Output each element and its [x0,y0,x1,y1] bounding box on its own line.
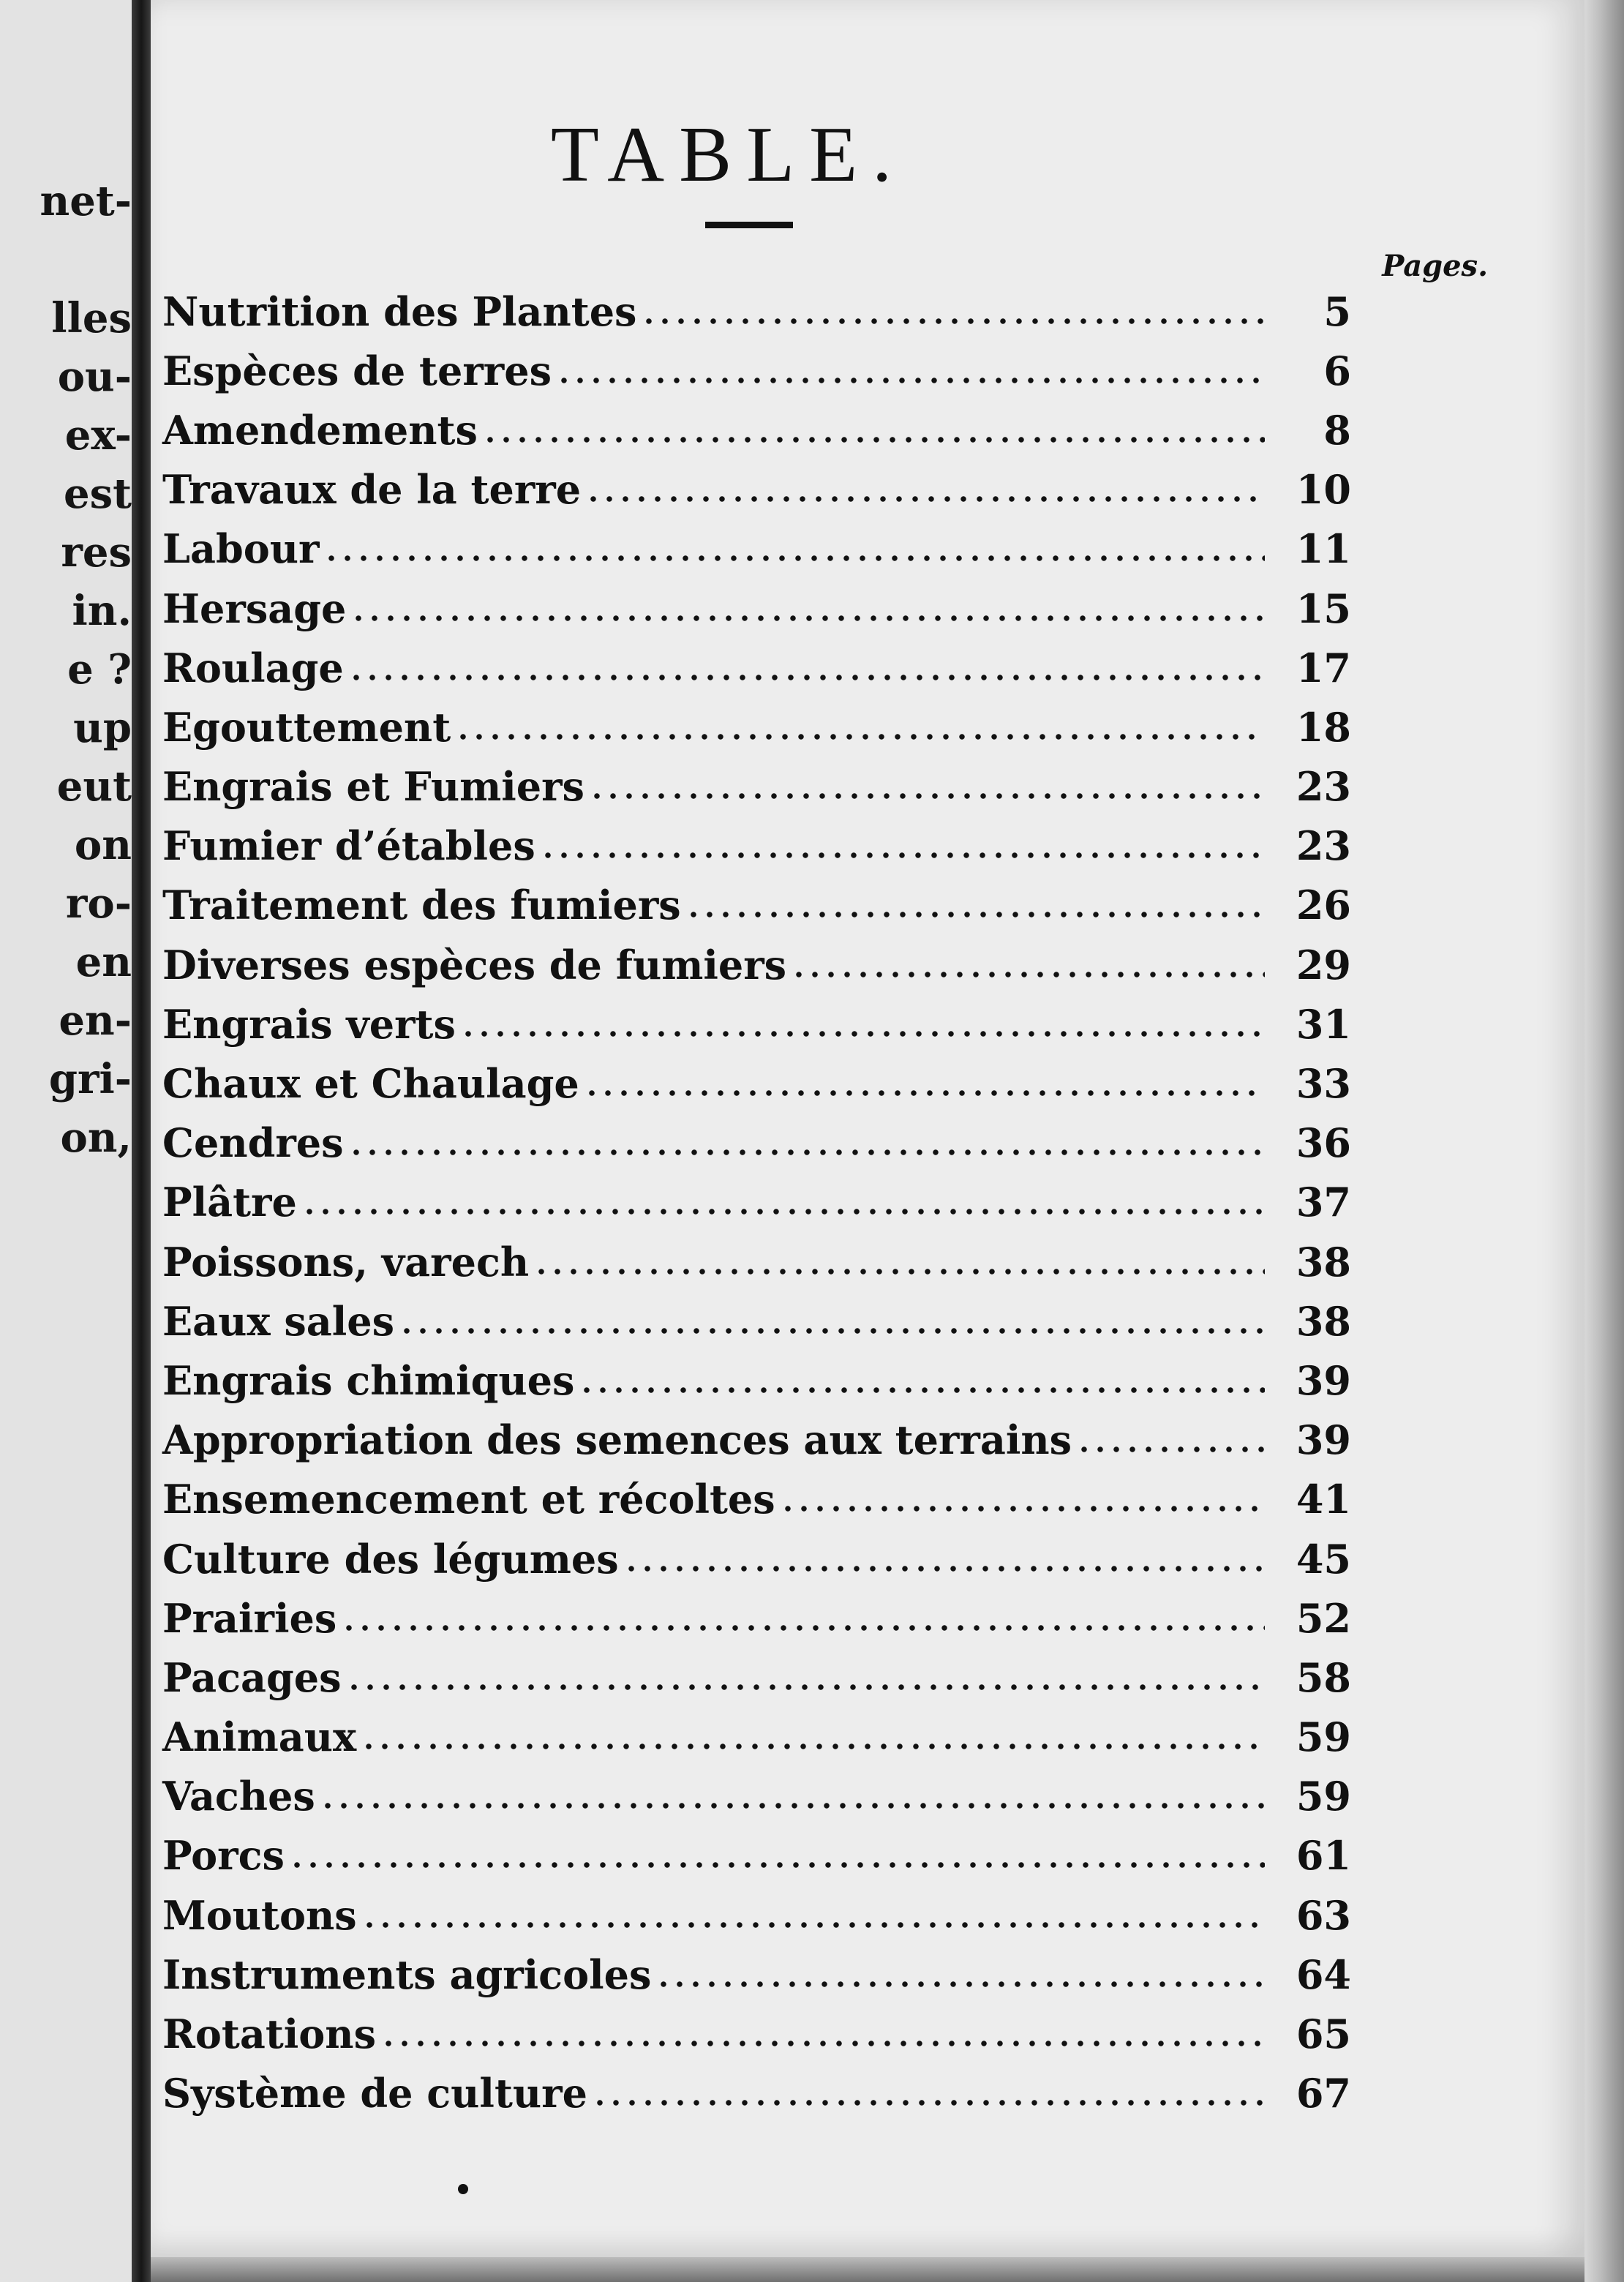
toc-entry-page-number: 23 [1296,822,1351,870]
toc-entry-label: Engrais et Fumiers [162,763,584,811]
toc-entry-label: Système de culture [162,2070,587,2117]
toc-entry-page-number: 18 [1296,703,1351,751]
facing-page [0,0,132,2282]
toc-entry-page-number: 11 [1296,525,1351,573]
toc-entry [162,341,1351,400]
toc-entry [162,1411,1351,1470]
toc-entry-page-number: 67 [1296,2070,1351,2117]
toc-entry-label: Appropriation des semences aux terrains [162,1416,1072,1464]
toc-entry [162,2064,1351,2123]
toc-entry [162,994,1351,1054]
toc-entry [162,697,1351,757]
toc-entry [162,519,1351,579]
toc-entry [162,817,1351,876]
toc-entry-label: Prairies [162,1594,337,1642]
toc-entry [162,1173,1351,1232]
toc-entry-label: Porcs [162,1832,285,1880]
facing-page-text-fragment: ex- [64,411,132,459]
toc-entry [162,876,1351,935]
facing-page-text-fragment: en- [59,997,132,1045]
toc-entry-label: Nutrition des Plantes [162,288,637,335]
toc-entry-page-number: 29 [1296,941,1351,988]
dot-leader [655,1981,1265,1987]
toc-entry-label: Traitement des fumiers [162,882,681,929]
toc-entry-label: Roulage [162,644,344,691]
dot-leader [320,1803,1265,1809]
toc-entry [162,1826,1351,1885]
facing-page-text-fragment: res [61,528,132,577]
toc-entry-label: Plâtre [162,1179,297,1226]
toc-entry-label: Fumier d’étables [162,822,535,870]
table-of-contents-page [151,0,1584,2257]
toc-entry-page-number: 65 [1296,2011,1351,2058]
toc-entry-page-number: 10 [1296,466,1351,514]
toc-entry-page-number: 5 [1323,288,1351,335]
toc-entry [162,1767,1351,1826]
facing-page-text-fragment: on [74,821,132,869]
dot-leader [455,734,1265,740]
toc-entry-page-number: 15 [1296,585,1351,632]
toc-entry-page-number: 39 [1296,1416,1351,1464]
dot-leader [482,437,1265,443]
toc-entry [162,1114,1351,1173]
dot-leader [301,1209,1265,1215]
dot-leader [641,318,1265,324]
dot-leader [584,1090,1265,1096]
toc-entry-label: Engrais chimiques [162,1356,575,1404]
pages-column-header: Pages. [1382,249,1488,283]
dot-leader [623,1566,1265,1572]
toc-entry-page-number: 59 [1296,1714,1351,1761]
page-title: TABLE. [550,111,907,198]
dot-leader [341,1625,1265,1631]
dot-leader [399,1328,1265,1334]
toc-entry [162,638,1351,697]
toc-entry [162,1885,1351,1945]
facing-page-text-fragment: ou- [57,353,132,401]
dot-leader [348,675,1265,680]
toc-entry-label: Amendements [162,406,478,454]
dot-leader [685,912,1265,917]
toc-entry-page-number: 64 [1296,1951,1351,1998]
toc-entry [162,1648,1351,1707]
dot-leader [348,1149,1265,1155]
dot-leader [579,1387,1265,1393]
toc-entry [162,1232,1351,1291]
title-rule [705,222,793,228]
toc-entry-label: Eaux sales [162,1297,395,1345]
toc-entry-label: Rotations [162,2011,376,2058]
toc-entry [162,757,1351,817]
toc-entry-page-number: 52 [1296,1594,1351,1642]
facing-page-text-fragment: on, [60,1114,132,1162]
facing-page-text-fragment: en [75,938,132,986]
toc-entry-page-number: 17 [1296,644,1351,691]
toc-entry-label: Instruments agricoles [162,1951,652,1998]
toc-entry-page-number: 38 [1296,1238,1351,1285]
toc-entry-page-number: 37 [1296,1179,1351,1226]
page-edge [1584,0,1624,2282]
toc-entry [162,1945,1351,2004]
toc-entry-page-number: 36 [1296,1119,1351,1167]
toc-entry [162,1291,1351,1351]
facing-page-text-fragment: gri- [48,1055,132,1103]
toc-entry [162,1529,1351,1588]
toc-entry [162,579,1351,638]
toc-entry-label: Diverses espèces de fumiers [162,941,787,988]
toc-entry-label: Cendres [162,1119,344,1167]
dot-leader [289,1862,1265,1868]
toc-entry-label: Ensemencement et récoltes [162,1476,775,1523]
toc-entry-page-number: 45 [1296,1535,1351,1583]
dot-leader [791,972,1265,977]
facing-page-text-fragment: e ? [67,645,132,694]
toc-entry [162,1588,1351,1648]
toc-entry-page-number: 58 [1296,1654,1351,1701]
toc-list [162,282,1351,2123]
facing-page-text-fragment: lles [51,294,132,342]
toc-entry-page-number: 41 [1296,1476,1351,1523]
toc-entry-label: Espèces de terres [162,347,552,394]
facing-page-text-fragment: eut [56,762,132,811]
dot-leader [460,1031,1265,1037]
toc-entry-page-number: 61 [1296,1832,1351,1880]
toc-entry-label: Hersage [162,585,347,632]
toc-entry-page-number: 8 [1323,406,1351,454]
toc-entry-page-number: 59 [1296,1773,1351,1820]
toc-entry [162,1708,1351,1767]
toc-entry-page-number: 38 [1296,1297,1351,1345]
toc-entry-page-number: 63 [1296,1891,1351,1939]
toc-entry-label: Poissons, varech [162,1238,530,1285]
toc-entry [162,1351,1351,1410]
facing-page-text-fragment: in. [72,587,132,635]
toc-entry-page-number: 31 [1296,1000,1351,1048]
dot-leader [592,2100,1265,2106]
toc-entry-label: Travaux de la terre [162,466,582,514]
dot-leader [540,852,1265,858]
toc-entry-page-number: 6 [1323,347,1351,394]
toc-entry-label: Moutons [162,1891,357,1939]
facing-page-text-fragment: est [63,470,132,518]
page-bottom-edge [151,2257,1584,2282]
dot-leader [780,1506,1265,1512]
dot-leader [585,496,1265,502]
facing-page-text-fragment: net- [40,177,132,225]
toc-entry-page-number: 39 [1296,1356,1351,1404]
dot-leader [350,615,1265,621]
toc-entry-label: Labour [162,525,320,573]
toc-entry-page-number: 23 [1296,763,1351,811]
dot-leader [346,1684,1265,1690]
dot-leader [380,2041,1265,2046]
toc-entry-page-number: 26 [1296,882,1351,929]
dot-leader [323,555,1265,561]
facing-page-text-fragment: up [73,704,132,752]
ink-spot [458,2184,468,2194]
toc-entry [162,1054,1351,1113]
dot-leader [1076,1446,1265,1452]
toc-entry [162,935,1351,994]
toc-entry-label: Animaux [162,1714,357,1761]
toc-entry [162,460,1351,519]
toc-entry [162,400,1351,459]
toc-entry-label: Culture des légumes [162,1535,619,1583]
toc-entry-label: Chaux et Chaulage [162,1060,579,1108]
toc-entry-label: Pacages [162,1654,342,1701]
toc-entry-label: Egouttement [162,703,451,751]
toc-entry-page-number: 33 [1296,1060,1351,1108]
toc-entry [162,282,1351,341]
toc-entry [162,1470,1351,1529]
facing-page-text-fragment: ro- [65,879,132,928]
dot-leader [361,1922,1265,1928]
dot-leader [533,1269,1265,1275]
book-binding [132,0,151,2282]
dot-leader [556,378,1265,383]
toc-entry-label: Engrais verts [162,1000,456,1048]
dot-leader [589,793,1265,799]
dot-leader [361,1744,1265,1749]
toc-entry-label: Vaches [162,1773,315,1820]
toc-entry [162,2004,1351,2063]
